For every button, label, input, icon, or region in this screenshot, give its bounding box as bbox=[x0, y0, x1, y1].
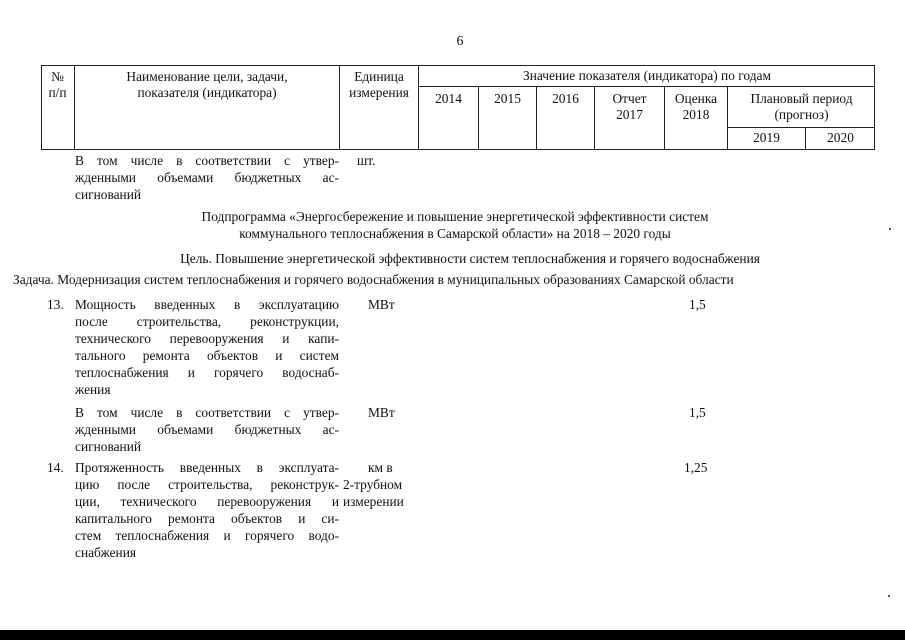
row13-number: 13. bbox=[47, 297, 64, 312]
row14-name bbox=[75, 459, 339, 561]
row14-number: 14. bbox=[47, 460, 64, 475]
row14-line5: стем теплоснабжения и горячего водо- bbox=[75, 528, 339, 543]
header-year-2020: 2020 bbox=[827, 130, 854, 145]
row13-unit: МВт bbox=[368, 297, 395, 312]
header-planned-period bbox=[728, 91, 875, 123]
header-year-2015: 2015 bbox=[494, 91, 521, 106]
row13-sub-unit: МВт bbox=[368, 405, 395, 420]
header-report-line1: Отчет bbox=[612, 91, 647, 106]
row14-unit-line3: измерении bbox=[343, 494, 404, 509]
header-estimate-2018 bbox=[665, 91, 727, 123]
header-report-2017 bbox=[595, 91, 664, 123]
header-report-line2: 2017 bbox=[616, 107, 643, 122]
header-number bbox=[41, 69, 74, 101]
row13-line4: тального ремонта объектов и систем bbox=[75, 348, 339, 363]
row13-sub-line3: сигнований bbox=[75, 439, 142, 454]
goal-text: Цель. Повышение энергетической эффективности систем теплоснабжения и горячего водоснабжения bbox=[180, 251, 760, 266]
scan-bottom-edge bbox=[0, 630, 905, 640]
header-unit-line2: измерения bbox=[349, 85, 409, 100]
header-estimate-line2: 2018 bbox=[682, 107, 710, 122]
row14-line3: ции, технического перевооружения и bbox=[75, 494, 339, 509]
scan-speck bbox=[889, 228, 891, 230]
row14-line2: цию после строительства, реконструк- bbox=[75, 477, 339, 492]
row13-line2: после строительства, реконструкции, bbox=[75, 314, 339, 329]
row13-line5: теплоснабжения и горячего водоснаб- bbox=[75, 365, 339, 380]
row13-value: 1,5 bbox=[689, 297, 706, 312]
row13-sub-name bbox=[75, 404, 339, 455]
row13-name bbox=[75, 296, 339, 398]
row-top-line3: сигнований bbox=[75, 187, 142, 202]
row-top-unit: шт. bbox=[357, 153, 376, 168]
header-number-line2: п/п bbox=[48, 85, 67, 100]
subprogram-title bbox=[140, 208, 770, 242]
header-values-title: Значение показателя (индикатора) по годам bbox=[523, 68, 771, 83]
table-header bbox=[41, 65, 875, 149]
task-text: Задача. Модернизация систем теплоснабжения и горячего водоснабжения в муниципальных образованиях Самарской области bbox=[13, 272, 734, 287]
row14-value: 1,25 bbox=[684, 460, 708, 475]
header-year-2019: 2019 bbox=[753, 130, 780, 145]
row14-line1: Протяженность введенных в эксплуата- bbox=[75, 460, 339, 475]
header-year-2014: 2014 bbox=[435, 91, 462, 106]
header-name-line1: Наименование цели, задачи, bbox=[126, 69, 288, 84]
row13-sub-value: 1,5 bbox=[689, 405, 706, 420]
row13-line6: жения bbox=[75, 382, 111, 397]
subprogram-line2: коммунального теплоснабжения в Самарской области» на 2018 – 2020 годы bbox=[239, 226, 671, 241]
header-estimate-line1: Оценка bbox=[674, 91, 718, 106]
row14-unit-line1: км в bbox=[368, 460, 393, 475]
header-name-line2: показателя (индикатора) bbox=[137, 85, 277, 100]
row14-line4: капитального ремонта объектов и си- bbox=[75, 511, 339, 526]
header-planned-line1: Плановый период bbox=[750, 91, 853, 106]
subprogram-line1: Подпрограмма «Энергосбережение и повышение энергетической эффективности систем bbox=[201, 209, 709, 224]
row13-sub-line1: В том числе в соответствии с утвер- bbox=[75, 405, 339, 420]
row14-line6: снабжения bbox=[75, 545, 137, 560]
header-year-2016: 2016 bbox=[552, 91, 579, 106]
scan-speck bbox=[888, 595, 890, 597]
row13-line3: технического перевооружения и капи- bbox=[75, 331, 339, 346]
row-top-line2: жденными объемами бюджетных ас- bbox=[75, 170, 339, 185]
row13-line1: Мощность введенных в эксплуатацию bbox=[75, 297, 339, 312]
row13-sub-line2: жденными объемами бюджетных ас- bbox=[75, 422, 339, 437]
header-name bbox=[75, 69, 339, 101]
header-planned-line2: (прогноз) bbox=[774, 107, 829, 122]
row14-unit-line2: 2-трубном bbox=[343, 477, 403, 492]
row-top-line1: В том числе в соответствии с утвер- bbox=[75, 153, 339, 168]
row14-unit bbox=[343, 459, 423, 510]
row-top-name bbox=[75, 152, 339, 203]
page-number: 6 bbox=[456, 34, 464, 49]
header-unit-line1: Единица bbox=[354, 69, 404, 84]
header-number-line1: № bbox=[51, 69, 64, 84]
header-unit bbox=[340, 69, 418, 101]
